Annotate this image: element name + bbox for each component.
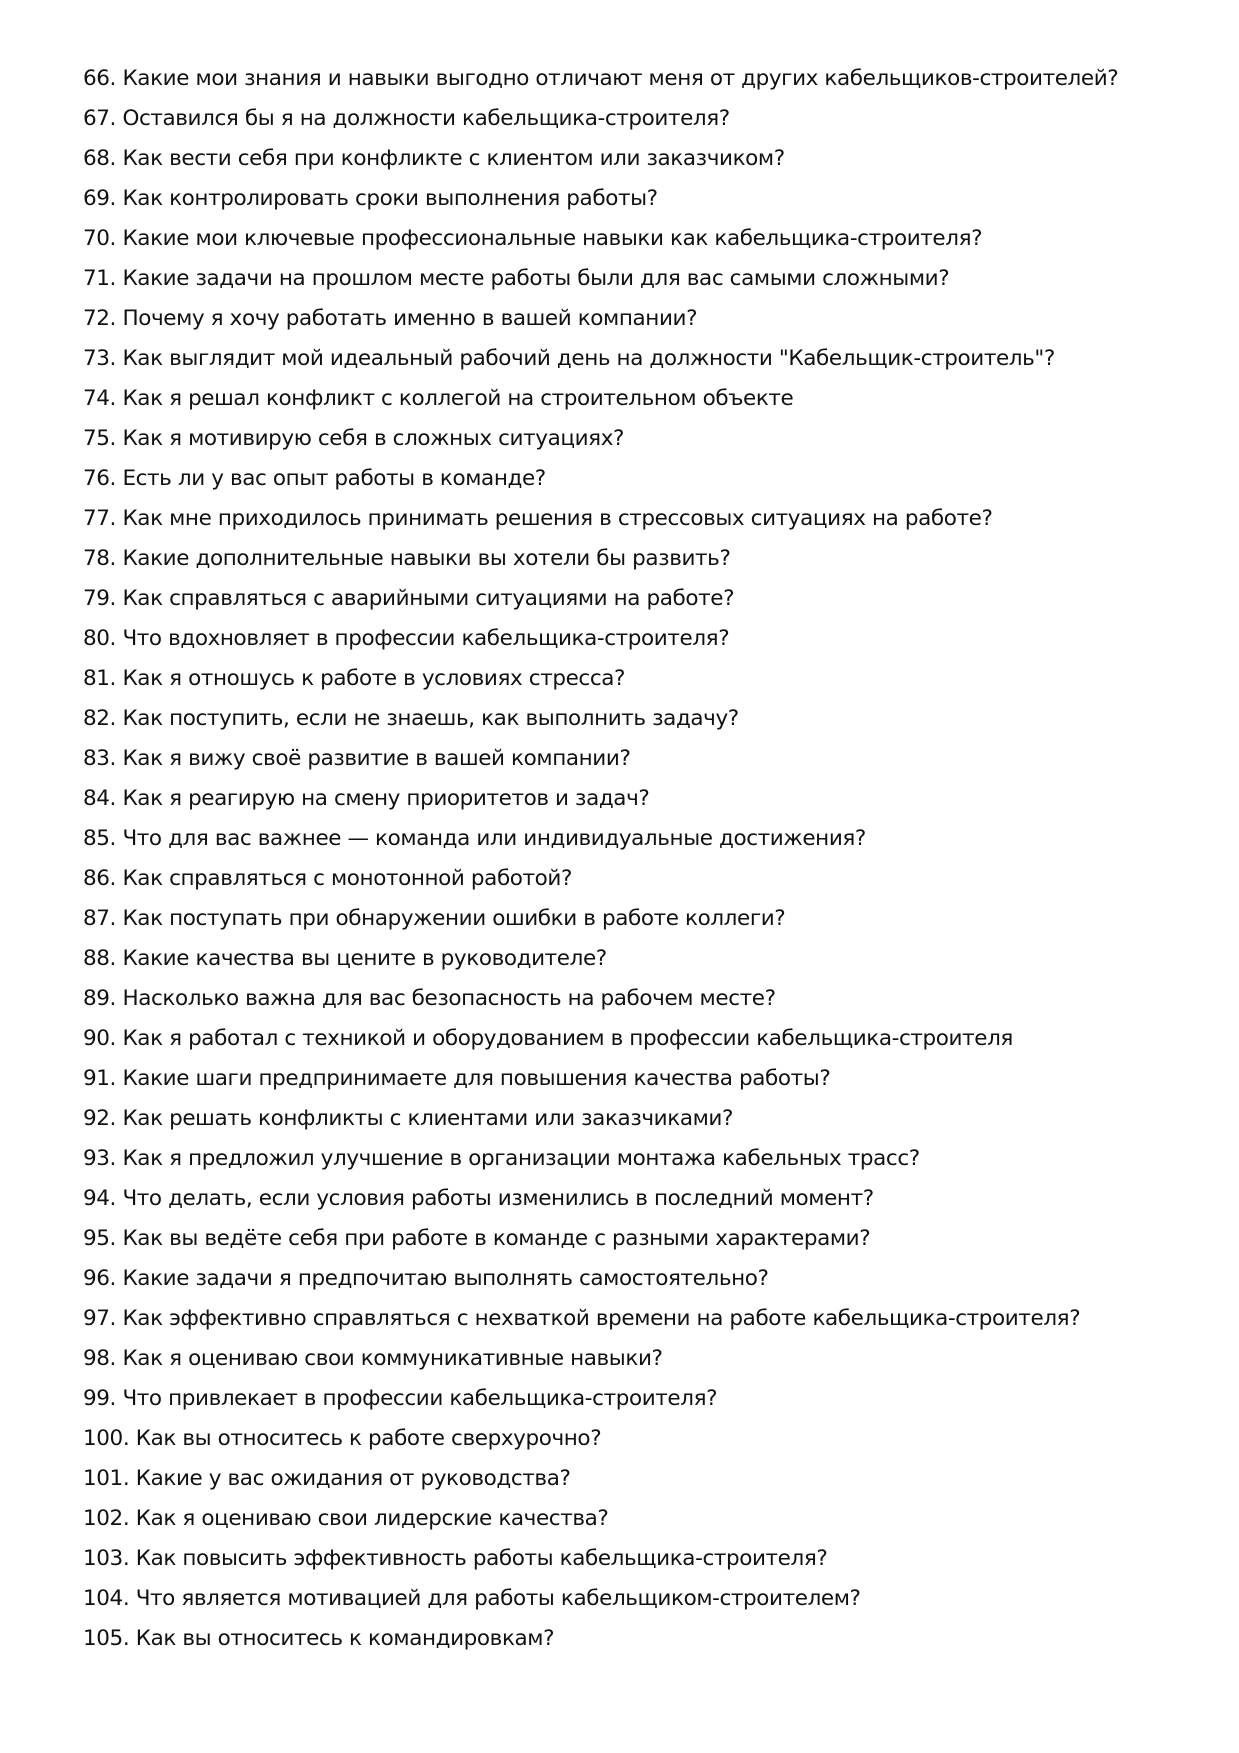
question-number: 68. [83, 146, 116, 171]
question-item [83, 622, 1203, 662]
question-number: 78. [83, 546, 116, 571]
question-number: 89. [83, 986, 116, 1011]
question-text: Как контролировать сроки выполнения работы? [122, 186, 658, 211]
question-item [83, 142, 1203, 182]
question-item [83, 582, 1203, 622]
question-text: Как справляться с аварийными ситуациями на работе? [122, 586, 735, 611]
question-number: 86. [83, 866, 116, 891]
question-text: Как вы ведёте себя при работе в команде с разными характерами? [122, 1226, 871, 1251]
question-text: Какие мои знания и навыки выгодно отличают меня от других кабельщиков-строителей? [122, 66, 1119, 91]
question-number: 90. [83, 1026, 116, 1051]
question-item [83, 782, 1203, 822]
question-item [83, 1502, 1203, 1542]
question-text: Как я предложил улучшение в организации монтажа кабельных трасс? [122, 1146, 920, 1171]
question-text: Какие шаги предпринимаете для повышения качества работы? [122, 1066, 831, 1091]
question-item [83, 102, 1203, 142]
question-item [83, 662, 1203, 702]
question-number: 69. [83, 186, 116, 211]
question-item [83, 62, 1203, 102]
question-text: Что делать, если условия работы изменились в последний момент? [122, 1186, 874, 1211]
question-item [83, 1102, 1203, 1142]
question-number: 73. [83, 346, 116, 371]
question-text: Как повысить эффективность работы кабельщика-строителя? [135, 1546, 828, 1571]
question-number: 102. [83, 1506, 130, 1531]
question-item [83, 422, 1203, 462]
question-item [83, 942, 1203, 982]
question-text: Как решать конфликты с клиентами или заказчиками? [122, 1106, 733, 1131]
question-number: 85. [83, 826, 116, 851]
question-text: Как я оцениваю свои лидерские качества? [135, 1506, 609, 1531]
question-item [83, 1022, 1203, 1062]
question-text: Что вдохновляет в профессии кабельщика-строителя? [122, 626, 730, 651]
question-text: Какие у вас ожидания от руководства? [135, 1466, 571, 1491]
question-number: 87. [83, 906, 116, 931]
question-number: 66. [83, 66, 116, 91]
question-text: Есть ли у вас опыт работы в команде? [122, 466, 546, 491]
question-text: Как поступить, если не знаешь, как выполнить задачу? [122, 706, 739, 731]
question-item [83, 342, 1203, 382]
question-item [83, 462, 1203, 502]
question-number: 71. [83, 266, 116, 291]
question-text: Как я отношусь к работе в условиях стресса? [122, 666, 626, 691]
question-item [83, 1262, 1203, 1302]
question-text: Как вы относитесь к работе сверхурочно? [135, 1426, 602, 1451]
question-text: Что для вас важнее — команда или индивидуальные достижения? [122, 826, 866, 851]
question-number: 103. [83, 1546, 130, 1571]
question-text: Как мне приходилось принимать решения в стрессовых ситуациях на работе? [122, 506, 993, 531]
question-item [83, 302, 1203, 342]
question-item [83, 222, 1203, 262]
question-number: 75. [83, 426, 116, 451]
question-text: Как я реагирую на смену приоритетов и задач? [122, 786, 650, 811]
question-number: 76. [83, 466, 116, 491]
question-text: Как я мотивирую себя в сложных ситуациях? [122, 426, 625, 451]
question-item [83, 382, 1203, 422]
question-number: 72. [83, 306, 116, 331]
question-text: Насколько важна для вас безопасность на рабочем месте? [122, 986, 776, 1011]
question-number: 84. [83, 786, 116, 811]
question-item [83, 702, 1203, 742]
question-text: Как вести себя при конфликте с клиентом или заказчиком? [122, 146, 785, 171]
question-item [83, 262, 1203, 302]
question-item [83, 1582, 1203, 1622]
question-number: 96. [83, 1266, 116, 1291]
question-number: 81. [83, 666, 116, 691]
question-number: 91. [83, 1066, 116, 1091]
question-item [83, 1302, 1203, 1342]
question-item [83, 1342, 1203, 1382]
question-text: Как справляться с монотонной работой? [122, 866, 573, 891]
question-text: Как эффективно справляться с нехваткой времени на работе кабельщика-строителя? [122, 1306, 1081, 1331]
question-text: Какие задачи на прошлом месте работы были для вас самыми сложными? [122, 266, 950, 291]
question-number: 99. [83, 1386, 116, 1411]
question-item [83, 1222, 1203, 1262]
question-number: 80. [83, 626, 116, 651]
question-number: 94. [83, 1186, 116, 1211]
question-number: 82. [83, 706, 116, 731]
question-item [83, 822, 1203, 862]
question-list [83, 62, 1203, 1662]
question-number: 95. [83, 1226, 116, 1251]
question-item [83, 1182, 1203, 1222]
question-text: Как я оцениваю свои коммуникативные навыки? [122, 1346, 663, 1371]
question-item [83, 1542, 1203, 1582]
question-item [83, 1142, 1203, 1182]
question-text: Как выглядит мой идеальный рабочий день на должности "Кабельщик-строитель"? [122, 346, 1055, 371]
question-number: 77. [83, 506, 116, 531]
question-number: 70. [83, 226, 116, 251]
question-text: Какие мои ключевые профессиональные навыки как кабельщика-строителя? [122, 226, 983, 251]
question-number: 83. [83, 746, 116, 771]
question-number: 93. [83, 1146, 116, 1171]
question-number: 67. [83, 106, 116, 131]
question-item [83, 902, 1203, 942]
question-number: 105. [83, 1626, 130, 1651]
question-item [83, 1422, 1203, 1462]
question-text: Что является мотивацией для работы кабельщиком-строителем? [135, 1586, 861, 1611]
question-item [83, 1382, 1203, 1422]
question-number: 97. [83, 1306, 116, 1331]
question-item [83, 1062, 1203, 1102]
question-text: Как я работал с техникой и оборудованием в профессии кабельщика-строителя [122, 1026, 1013, 1051]
question-item [83, 742, 1203, 782]
question-text: Оставился бы я на должности кабельщика-строителя? [122, 106, 730, 131]
question-text: Как я решал конфликт с коллегой на строительном объекте [122, 386, 794, 411]
question-text: Почему я хочу работать именно в вашей компании? [122, 306, 698, 331]
question-text: Как вы относитесь к командировкам? [135, 1626, 555, 1651]
question-item [83, 1462, 1203, 1502]
question-item [83, 982, 1203, 1022]
question-item [83, 542, 1203, 582]
question-text: Какие качества вы цените в руководителе? [122, 946, 607, 971]
question-text: Как я вижу своё развитие в вашей компании? [122, 746, 631, 771]
question-item [83, 1622, 1203, 1662]
question-text: Какие дополнительные навыки вы хотели бы развить? [122, 546, 731, 571]
question-number: 79. [83, 586, 116, 611]
question-number: 101. [83, 1466, 130, 1491]
question-text: Какие задачи я предпочитаю выполнять самостоятельно? [122, 1266, 769, 1291]
question-item [83, 862, 1203, 902]
question-number: 92. [83, 1106, 116, 1131]
question-number: 100. [83, 1426, 130, 1451]
question-text: Что привлекает в профессии кабельщика-строителя? [122, 1386, 718, 1411]
question-number: 98. [83, 1346, 116, 1371]
question-text: Как поступать при обнаружении ошибки в работе коллеги? [122, 906, 786, 931]
question-number: 88. [83, 946, 116, 971]
question-number: 74. [83, 386, 116, 411]
question-number: 104. [83, 1586, 130, 1611]
question-item [83, 182, 1203, 222]
question-item [83, 502, 1203, 542]
